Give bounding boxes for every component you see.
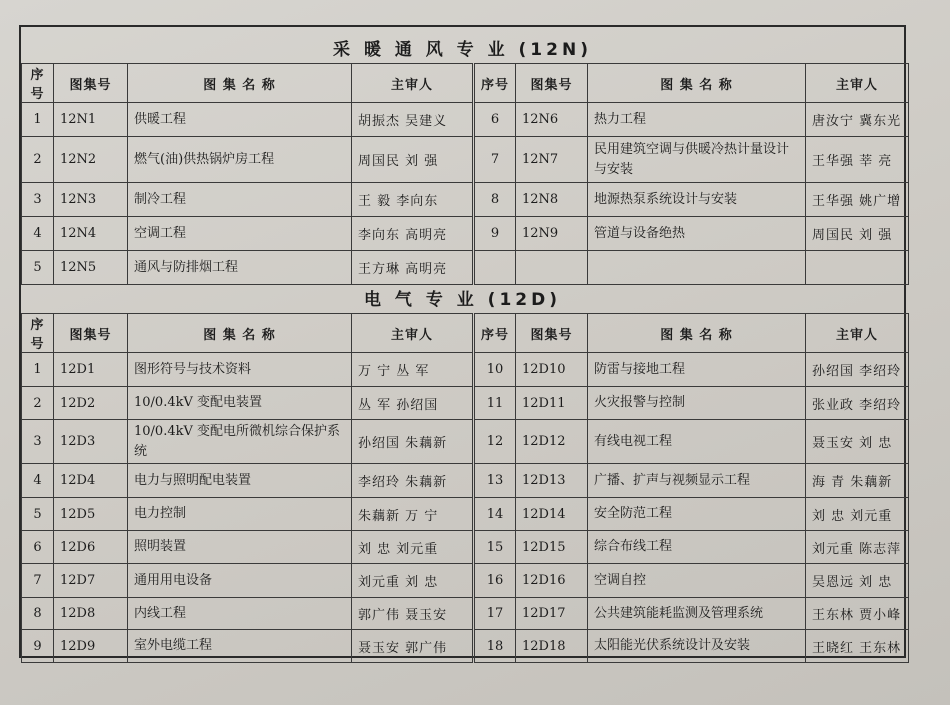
- atlas-code: 12D10: [516, 353, 588, 387]
- atlas-name: 图形符号与技术资料: [128, 353, 352, 387]
- table-row: [22, 183, 909, 217]
- entry-number: 5: [22, 498, 54, 531]
- table-row: [22, 137, 909, 183]
- atlas-code: 12N5: [54, 251, 128, 285]
- atlas-code: 12D5: [54, 498, 128, 531]
- atlas-name: 安全防范工程: [588, 498, 806, 531]
- atlas-code: 12D9: [54, 630, 128, 663]
- chief-reviewer: 王方琳 高明亮: [352, 251, 474, 285]
- entry-number: 12: [474, 420, 516, 464]
- electric-table: [21, 313, 909, 663]
- atlas-name: 公共建筑能耗监测及管理系统: [588, 598, 806, 630]
- entry-number: 3: [22, 183, 54, 217]
- atlas-code: 12D4: [54, 464, 128, 498]
- atlas-name: 供暖工程: [128, 103, 352, 137]
- chief-reviewer: 孙绍国 李绍玲: [806, 353, 909, 387]
- atlas-code: 12D17: [516, 598, 588, 630]
- header-name: 图 集 名 称: [588, 314, 806, 353]
- entry-number: 6: [22, 531, 54, 564]
- atlas-code: [516, 251, 588, 285]
- chief-reviewer: 周国民 刘 强: [352, 137, 474, 183]
- atlas-name: [588, 251, 806, 285]
- atlas-name: 民用建筑空调与供暖冷热计量设计与安装: [588, 137, 806, 183]
- entry-number: 4: [22, 217, 54, 251]
- header-reviewer: 主审人: [352, 314, 474, 353]
- chief-reviewer: 王 毅 李向东: [352, 183, 474, 217]
- entry-number: 1: [22, 353, 54, 387]
- header-name: 图 集 名 称: [588, 64, 806, 103]
- atlas-code: 12D14: [516, 498, 588, 531]
- atlas-name: 有线电视工程: [588, 420, 806, 464]
- chief-reviewer: 王晓红 王东林: [806, 630, 909, 663]
- atlas-code: 12N2: [54, 137, 128, 183]
- catalog-frame: [19, 25, 906, 658]
- entry-number: 2: [22, 137, 54, 183]
- chief-reviewer: 万 宁 丛 军: [352, 353, 474, 387]
- electric-section-title: 电 气 专 业 (12D): [364, 290, 561, 310]
- table-row: [22, 420, 909, 464]
- header-no: 序号: [22, 314, 54, 353]
- atlas-code: 12D1: [54, 353, 128, 387]
- atlas-name: 电力与照明配电装置: [128, 464, 352, 498]
- header-name: 图 集 名 称: [128, 64, 352, 103]
- entry-number: 13: [474, 464, 516, 498]
- table-row: [22, 630, 909, 663]
- chief-reviewer: 王华强 姚广增: [806, 183, 909, 217]
- entry-number: 7: [22, 564, 54, 598]
- atlas-code: 12N8: [516, 183, 588, 217]
- atlas-name: 地源热泵系统设计与安装: [588, 183, 806, 217]
- header-no: 序号: [474, 314, 516, 353]
- atlas-code: 12N3: [54, 183, 128, 217]
- atlas-code: 12D3: [54, 420, 128, 464]
- hvac-section-title: 采 暖 通 风 专 业 (12N): [333, 40, 592, 60]
- entry-number: 4: [22, 464, 54, 498]
- atlas-name: 太阳能光伏系统设计及安装: [588, 630, 806, 663]
- atlas-name: 火灾报警与控制: [588, 387, 806, 420]
- entry-number: 6: [474, 103, 516, 137]
- atlas-code: 12N9: [516, 217, 588, 251]
- chief-reviewer: 胡振杰 吴建义: [352, 103, 474, 137]
- entry-number: 10: [474, 353, 516, 387]
- header-no: 序号: [474, 64, 516, 103]
- entry-number: 8: [474, 183, 516, 217]
- atlas-name: 通风与防排烟工程: [128, 251, 352, 285]
- entry-number: 1: [22, 103, 54, 137]
- atlas-code: 12N6: [516, 103, 588, 137]
- header-code: 图集号: [54, 314, 128, 353]
- atlas-name: 广播、扩声与视频显示工程: [588, 464, 806, 498]
- entry-number: 8: [22, 598, 54, 630]
- entry-number: 9: [474, 217, 516, 251]
- chief-reviewer: 王东林 贾小峰: [806, 598, 909, 630]
- atlas-code: 12N1: [54, 103, 128, 137]
- chief-reviewer: 聂玉安 刘 忠: [806, 420, 909, 464]
- entry-number: 15: [474, 531, 516, 564]
- header-no: 序号: [22, 64, 54, 103]
- entry-number: 17: [474, 598, 516, 630]
- chief-reviewer: 海 青 朱藕新: [806, 464, 909, 498]
- entry-number: 5: [22, 251, 54, 285]
- atlas-code: 12D15: [516, 531, 588, 564]
- atlas-code: 12D16: [516, 564, 588, 598]
- atlas-code: 12D8: [54, 598, 128, 630]
- chief-reviewer: 刘元重 刘 忠: [352, 564, 474, 598]
- hvac-table: [21, 63, 909, 285]
- atlas-code: 12D2: [54, 387, 128, 420]
- table-row: [22, 387, 909, 420]
- table-row: [22, 251, 909, 285]
- hvac-header-row: [22, 64, 909, 103]
- atlas-name: 室外电缆工程: [128, 630, 352, 663]
- entry-number: 2: [22, 387, 54, 420]
- header-code: 图集号: [516, 314, 588, 353]
- entry-number: 3: [22, 420, 54, 464]
- chief-reviewer: 张业政 李绍玲: [806, 387, 909, 420]
- atlas-name: 制冷工程: [128, 183, 352, 217]
- chief-reviewer: 丛 军 孙绍国: [352, 387, 474, 420]
- chief-reviewer: 唐汝宁 冀东光: [806, 103, 909, 137]
- atlas-name: 通用用电设备: [128, 564, 352, 598]
- table-row: [22, 598, 909, 630]
- atlas-name: 防雷与接地工程: [588, 353, 806, 387]
- chief-reviewer: 李向东 高明亮: [352, 217, 474, 251]
- table-row: [22, 498, 909, 531]
- entry-number: 14: [474, 498, 516, 531]
- table-row: [22, 353, 909, 387]
- chief-reviewer: 刘 忠 刘元重: [806, 498, 909, 531]
- atlas-name: 管道与设备绝热: [588, 217, 806, 251]
- atlas-code: 12D11: [516, 387, 588, 420]
- atlas-name: 燃气(油)供热锅炉房工程: [128, 137, 352, 183]
- entry-number: [474, 251, 516, 285]
- atlas-name: 综合布线工程: [588, 531, 806, 564]
- table-row: [22, 564, 909, 598]
- header-reviewer: 主审人: [352, 64, 474, 103]
- header-code: 图集号: [516, 64, 588, 103]
- chief-reviewer: 刘 忠 刘元重: [352, 531, 474, 564]
- atlas-name: 10/0.4kV 变配电所微机综合保护系统: [128, 420, 352, 464]
- chief-reviewer: 刘元重 陈志萍: [806, 531, 909, 564]
- atlas-name: 空调自控: [588, 564, 806, 598]
- atlas-code: 12N4: [54, 217, 128, 251]
- atlas-code: 12D6: [54, 531, 128, 564]
- entry-number: 18: [474, 630, 516, 663]
- table-row: [22, 464, 909, 498]
- chief-reviewer: 吴恩远 刘 忠: [806, 564, 909, 598]
- entry-number: 9: [22, 630, 54, 663]
- atlas-code: 12N7: [516, 137, 588, 183]
- chief-reviewer: 王华强 莘 亮: [806, 137, 909, 183]
- atlas-name: 10/0.4kV 变配电装置: [128, 387, 352, 420]
- atlas-name: 内线工程: [128, 598, 352, 630]
- header-reviewer: 主审人: [806, 314, 909, 353]
- atlas-code: 12D18: [516, 630, 588, 663]
- chief-reviewer: 聂玉安 郭广伟: [352, 630, 474, 663]
- atlas-code: 12D13: [516, 464, 588, 498]
- header-code: 图集号: [54, 64, 128, 103]
- atlas-name: 热力工程: [588, 103, 806, 137]
- atlas-code: 12D7: [54, 564, 128, 598]
- chief-reviewer: 孙绍国 朱藕新: [352, 420, 474, 464]
- chief-reviewer: 郭广伟 聂玉安: [352, 598, 474, 630]
- atlas-code: 12D12: [516, 420, 588, 464]
- chief-reviewer: [806, 251, 909, 285]
- chief-reviewer: 朱藕新 万 宁: [352, 498, 474, 531]
- atlas-name: 电力控制: [128, 498, 352, 531]
- entry-number: 11: [474, 387, 516, 420]
- table-row: [22, 531, 909, 564]
- header-name: 图 集 名 称: [128, 314, 352, 353]
- table-row: [22, 103, 909, 137]
- electric-header-row: [22, 314, 909, 353]
- atlas-name: 照明装置: [128, 531, 352, 564]
- chief-reviewer: 周国民 刘 强: [806, 217, 909, 251]
- entry-number: 7: [474, 137, 516, 183]
- chief-reviewer: 李绍玲 朱藕新: [352, 464, 474, 498]
- atlas-name: 空调工程: [128, 217, 352, 251]
- header-reviewer: 主审人: [806, 64, 909, 103]
- entry-number: 16: [474, 564, 516, 598]
- table-row: [22, 217, 909, 251]
